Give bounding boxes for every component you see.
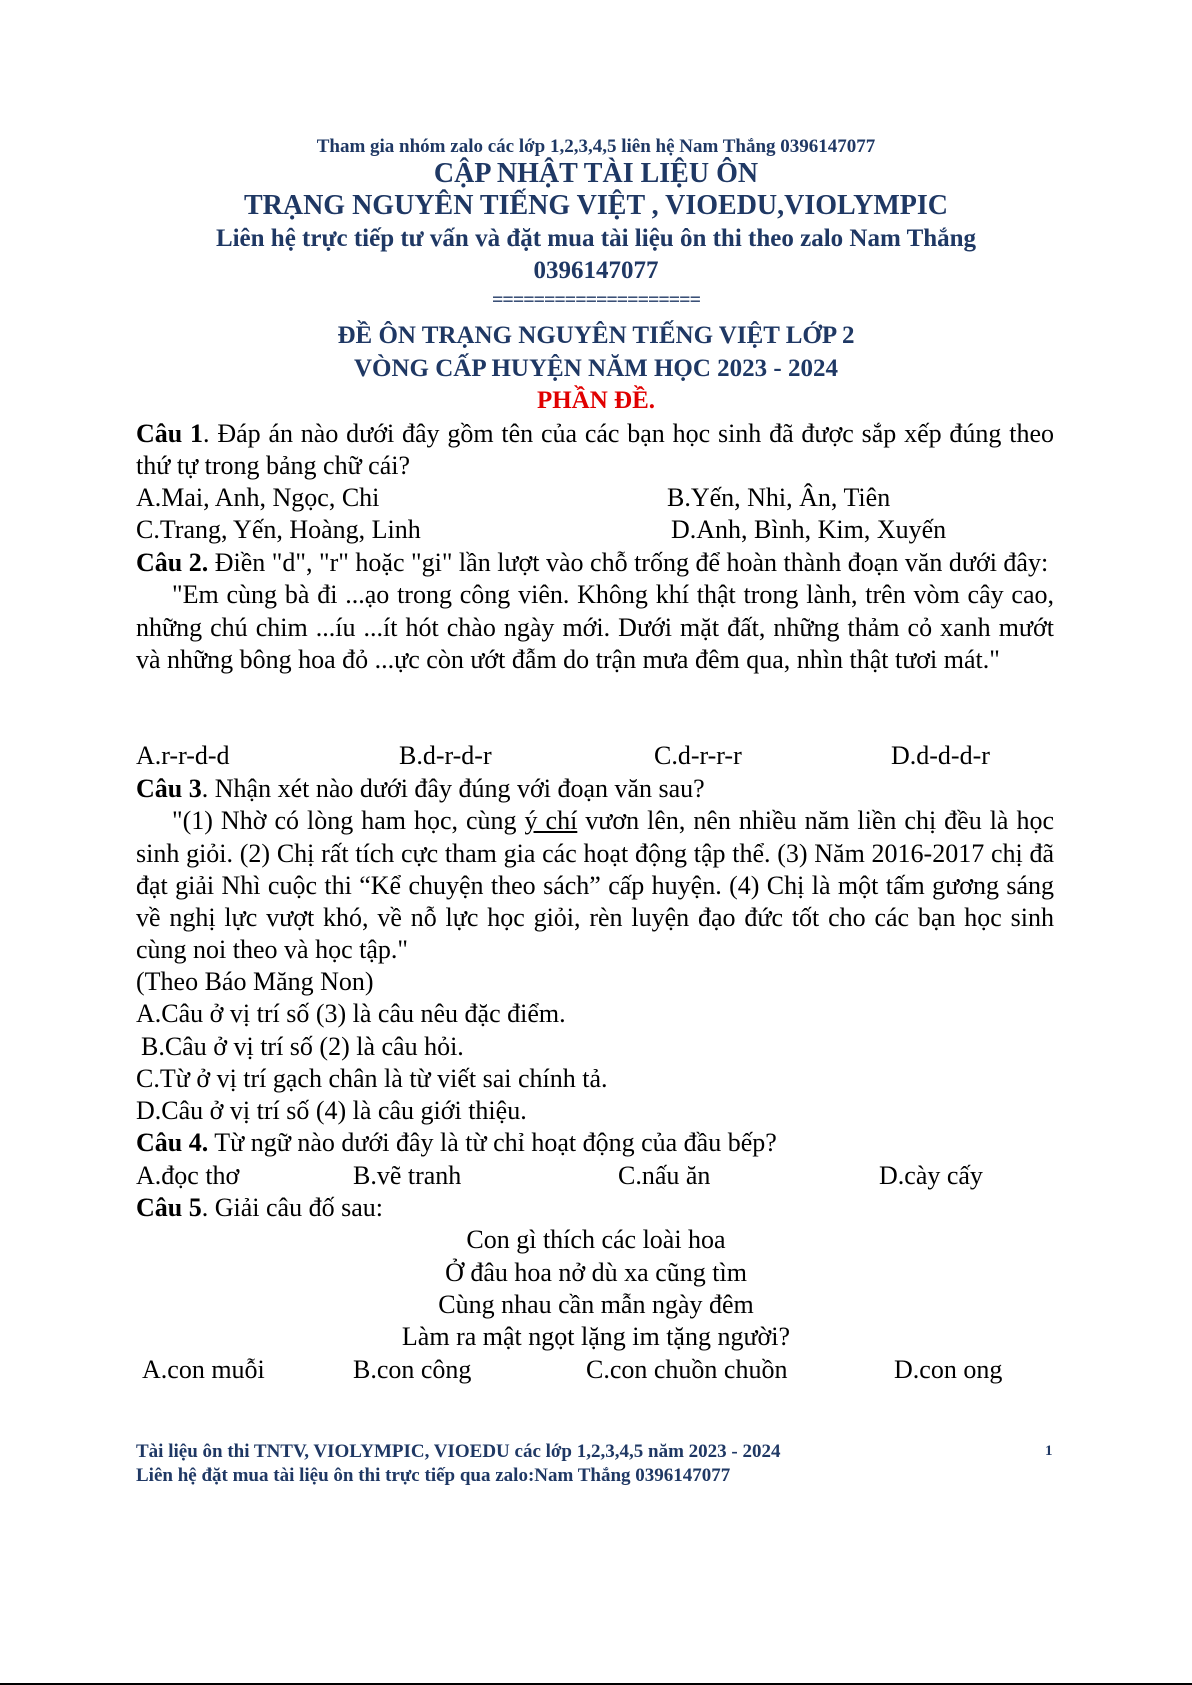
question-2-label: Câu 2. [136,548,209,577]
exam-title-line1: ĐỀ ÔN TRẠNG NGUYÊN TIẾNG VIỆT LỚP 2 [337,322,855,349]
question-1-text: . Đáp án nào dưới đây gồm tên của các bạn học sinh đã được sắp xếp đúng theo thứ tự trong bảng chữ cái? [136,419,1054,481]
footer-line-1: Tài liệu ôn thi TNTV, VIOLYMPIC, VIOEDU các lớp 1,2,3,4,5 năm 2023 - 2024 [136,1441,781,1462]
question-5-text: . Giải câu đố sau: [201,1193,383,1222]
header-update-line: CẬP NHẬT TÀI LIỆU ÔN [433,158,759,189]
riddle-line-2: Ở đâu hoa nở dù xa cũng tìm [445,1258,747,1287]
question-4 [136,1128,777,1158]
question-4-label: Câu 4. [136,1128,209,1157]
header-programs-line: TRẠNG NGUYÊN TIẾNG VIỆT , VIOEDU,VIOLYMPIC [243,190,949,221]
question-5-option-d: D.con ong [894,1355,1003,1384]
question-3 [136,773,1054,967]
question-5-option-b: B.con công [353,1355,472,1384]
question-3-label: Câu 3 [136,774,202,803]
page-number: 1 [1045,1443,1053,1459]
header-separator: ==================== [492,289,700,311]
section-title: PHẦN ĐỀ. [536,387,656,414]
question-4-option-c: C.nấu ăn [618,1161,711,1190]
question-3-text: . Nhận xét nào dưới đây đúng với đoạn văn sau? [201,774,705,803]
question-3-option-c: C.Từ ở vị trí gạch chân là từ viết sai chính tả. [136,1064,608,1093]
question-4-text: Từ ngữ nào dưới đây là từ chỉ hoạt động của đầu bếp? [208,1128,777,1157]
question-1-option-d: D.Anh, Bình, Kim, Xuyến [671,515,947,544]
question-5 [136,1193,383,1223]
underlined-word: ý chí [524,806,578,836]
riddle-line-1: Con gì thích các loài hoa [466,1225,726,1254]
question-1-option-c: C.Trang, Yến, Hoàng, Linh [136,515,421,544]
header-zalo-line: Tham gia nhóm zalo các lớp 1,2,3,4,5 liên hệ Nam Thắng 0396147077 [316,136,876,157]
question-2 [136,547,1054,676]
question-3-source: (Theo Báo Măng Non) [136,967,374,996]
question-1-option-a: A.Mai, Anh, Ngọc, Chi [136,483,380,512]
question-1-label: Câu 1 [136,419,204,448]
question-2-text: Điền "d", "r" hoặc "gi" lần lượt vào chỗ trống để hoàn thành đoạn văn dưới đây: [208,548,1049,577]
question-3-passage-end: vươn lên, nên nhiều năm liền chị đều là học sinh giỏi. (2) Chị rất tích cực tham gia các hoạt động tập thể. (3) Năm 2016-2017 chị đã đạt giải Nhì cuộc thi “Kể chuyện theo sách” cấp huyện. (4) Chị là một tấm gương sáng về nghị lực vượt khó, về nỗ lực học giỏi, rèn luyện đạo đức tốt cho các bạn học sinh cùng noi theo và học tập." [136,806,1055,965]
question-2-option-d: D.d-d-d-r [891,741,990,770]
question-4-option-b: B.vẽ tranh [353,1161,462,1190]
question-4-option-d: D.cày cấy [879,1161,983,1190]
question-1-option-b: B.Yến, Nhi, Ân, Tiên [667,483,891,512]
riddle-line-4: Làm ra mật ngọt lặng im tặng người? [401,1322,791,1351]
question-2-option-b: B.d-r-d-r [399,741,492,770]
question-2-option-a: A.r-r-d-d [136,741,230,770]
question-5-label: Câu 5 [136,1193,202,1222]
footer-line-2: Liên hệ đặt mua tài liệu ôn thi trực tiếp qua zalo:Nam Thắng 0396147077 [136,1465,731,1486]
question-2-passage: "Em cùng bà đi ...ạo trong công viên. Không khí thật trong lành, trên vòm cây cao, những chú chim ...íu ...ít hót chào ngày mới. Dưới mặt đất, những thảm cỏ xanh mướt và những bông hoa đỏ ...ực còn ướt đẫm do trận mưa đêm qua, nhìn thật tươi mát." [136,580,1054,674]
question-4-option-a: A.đọc thơ [136,1161,240,1190]
header-contact-line: Liên hệ trực tiếp tư vấn và đặt mua tài liệu ôn thi theo zalo Nam Thắng [215,225,977,252]
question-5-option-a: A.con muỗi [142,1355,265,1384]
question-2-option-c: C.d-r-r-r [654,741,742,770]
riddle-line-3: Cùng nhau cần mẫn ngày đêm [438,1290,754,1319]
question-3-passage [136,805,1054,966]
question-3-option-b: B.Câu ở vị trí số (2) là câu hỏi. [141,1032,464,1061]
question-3-option-d: D.Câu ở vị trí số (4) là câu giới thiệu. [136,1096,527,1125]
question-3-passage-start: "(1) Nhờ có lòng ham học, cùng [172,806,525,836]
exam-title-line2: VÒNG CẤP HUYỆN NĂM HỌC 2023 - 2024 [353,355,838,382]
header-phone-line: 0396147077 [533,257,659,284]
question-3-option-a: A.Câu ở vị trí số (3) là câu nêu đặc điểm. [136,999,566,1028]
question-1 [136,418,1054,483]
question-5-option-c: C.con chuồn chuồn [586,1355,788,1384]
